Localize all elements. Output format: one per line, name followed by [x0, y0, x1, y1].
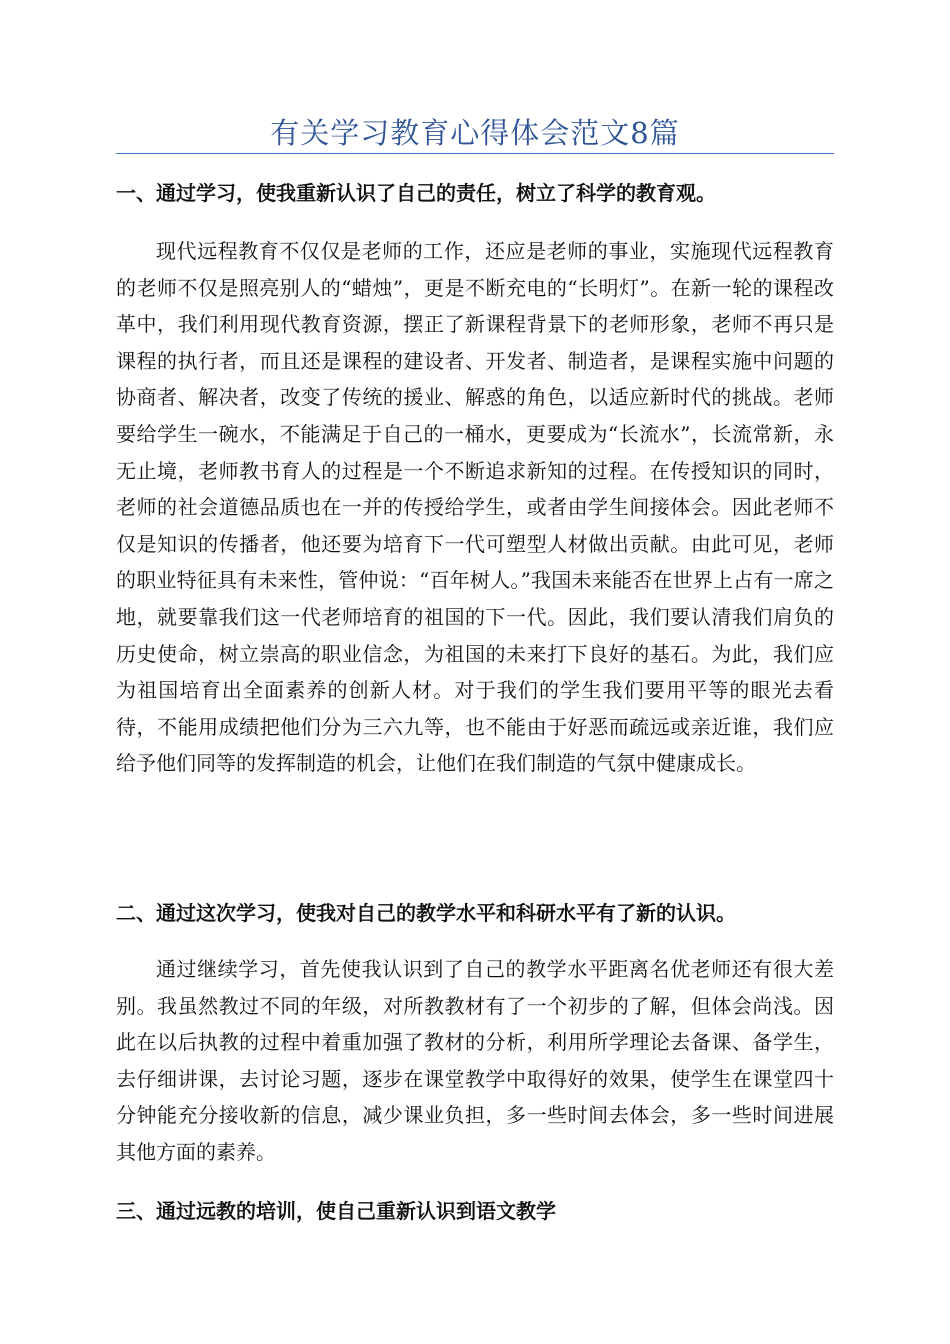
section-heading-2: 二、通过这次学习，使我对自己的教学水平和科研水平有了新的认识。 [116, 901, 736, 925]
section-paragraph-2: 通过继续学习，首先使我认识到了自己的教学水平距离名优老师还有很大差别。我虽然教过不同的年级，对所教教材有了一个初步的了解，但体会尚浅。因此在以后执教的过程中着重加强了教材的分析，利用所学理论去备课、备学生，去仔细讲课，去讨论习题，逐步在课堂教学中取得好的效果，使学生在课堂四十分钟能充分接收新的信息，减少课业负担，多一些时间去体会，多一些时间进展其他方面的素养。 [116, 957, 834, 1164]
document-title: 有关学习教育心得体会范文8篇 [270, 116, 680, 150]
section-heading-1: 一、通过学习，使我重新认识了自己的责任，树立了科学的教育观。 [116, 181, 716, 205]
section-paragraph-1: 现代远程教育不仅仅是老师的工作，还应是老师的事业，实施现代远程教育的老师不仅是照亮别人的“蜡烛”，更是不断充电的“长明灯”。在新一轮的课程改革中，我们利用现代教育资源，摆正了新课程背景下的老师形象，老师不再只是课程的执行者，而且还是课程的建设者、开发者、制造者，是课程实施中问题的协商者、解决者，改变了传统的援业、解惑的角色，以适应新时代的挑战。老师要给学生一碗水，不能满足于自己的一桶水，更要成为“长流水”，长流常新，永无止境，老师教书育人的过程是一个不断追求新知的过程。在传授知识的同时，老师的社会道德品质也在一并的传授给学生，或者由学生间接体会。因此老师不仅是知识的传播者，他还要为培育下一代可塑型人材做出贡献。由此可见，老师的职业特征具有未来性，管仲说：“百年树人。”我国未来能否在世界上占有一席之地，就要靠我们这一代老师培育的祖国的下一代。因此，我们要认清我们肩负的历史使命，树立崇高的职业信念，为祖国的未来打下良好的基石。为此，我们应为祖国培育出全面素养的创新人材。对于我们的学生我们要用平等的眼光去看待，不能用成绩把他们分为三六九等，也不能由于好恶而疏远或亲近谁，我们应给予他们同等的发挥制造的机会，让他们在我们制造的气氛中健康成长。 [116, 239, 834, 776]
section-heading-3: 三、通过远教的培训，使自己重新认识到语文教学 [116, 1199, 556, 1223]
title-underline [116, 153, 834, 154]
